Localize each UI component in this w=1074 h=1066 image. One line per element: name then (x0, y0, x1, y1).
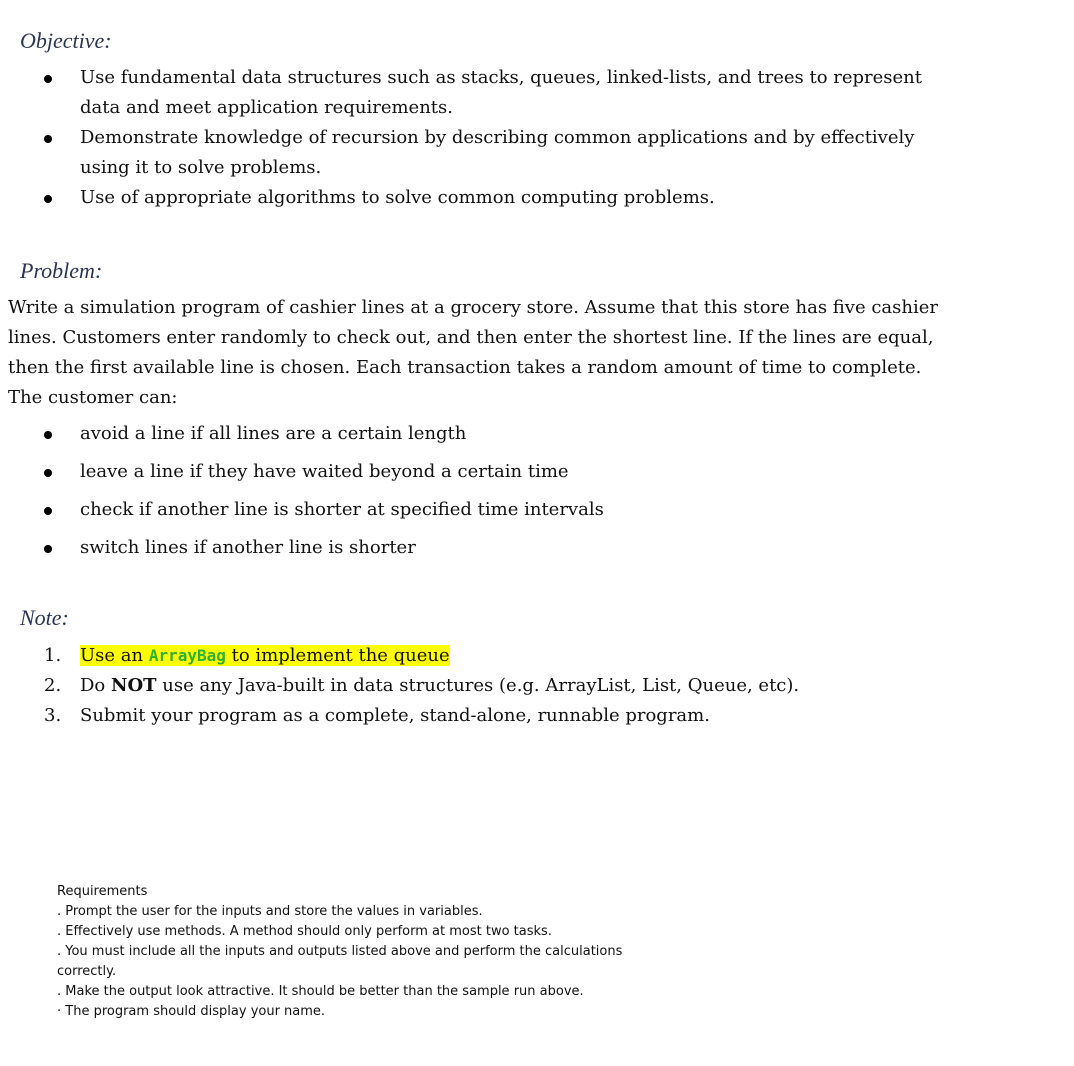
list-item: Demonstrate knowledge of recursion by describing common applications and by effectively using it to solve problems. (0, 123, 940, 183)
list-item: Use of appropriate algorithms to solve common computing problems. (0, 183, 940, 213)
problem-list (0, 419, 604, 563)
list-item: check if another line is shorter at specified time intervals (0, 495, 604, 525)
objective-heading: Objective: (20, 28, 112, 53)
requirements-title: Requirements (57, 884, 148, 899)
code-arraybag: ArrayBag (148, 646, 226, 665)
objective-list (0, 63, 940, 213)
bullet-icon (44, 195, 52, 203)
requirement-line: . Effectively use methods. A method should only perform at most two tasks. (57, 924, 552, 939)
note-item-2: 2. Do NOT use any Java-built in data structures (e.g. ArrayList, List, Queue, etc). (44, 675, 800, 696)
problem-heading: Problem: (20, 258, 103, 283)
requirement-line: · The program should display your name. (57, 1004, 326, 1019)
bullet-icon (44, 469, 52, 477)
list-item: switch lines if another line is shorter (0, 533, 604, 563)
note-item-1: 1. Use an ArrayBag to implement the queue (44, 645, 450, 666)
note-heading: Note: (20, 605, 69, 630)
list-item: Use fundamental data structures such as stacks, queues, linked-lists, and trees to represent data and meet application requirements. (0, 63, 940, 123)
note-item-3: 3. Submit your program as a complete, stand-alone, runnable program. (44, 705, 710, 726)
problem-paragraph: Write a simulation program of cashier lines at a grocery store. Assume that this store has five cashier lines. Customers enter randomly to check out, and then enter the shortest line. If the lines are equal, then the first available line is chosen. Each transaction takes a random amount of time to complete. The customer can: (8, 297, 939, 408)
bullet-icon (44, 431, 52, 439)
requirement-line: . Make the output look attractive. It should be better than the sample run above. (57, 984, 584, 999)
list-item: avoid a line if all lines are a certain length (0, 419, 604, 449)
bullet-icon (44, 507, 52, 515)
highlighted-text: Use an ArrayBag to implement the queue (80, 645, 450, 666)
bullet-icon (44, 135, 52, 143)
note-list (0, 641, 799, 731)
bullet-icon (44, 75, 52, 83)
requirement-line: . You must include all the inputs and outputs listed above and perform the calculations correctly. (57, 944, 623, 979)
requirements-block (57, 882, 657, 1022)
requirement-line: . Prompt the user for the inputs and store the values in variables. (57, 904, 483, 919)
list-item: leave a line if they have waited beyond a certain time (0, 457, 604, 487)
bullet-icon (44, 545, 52, 553)
